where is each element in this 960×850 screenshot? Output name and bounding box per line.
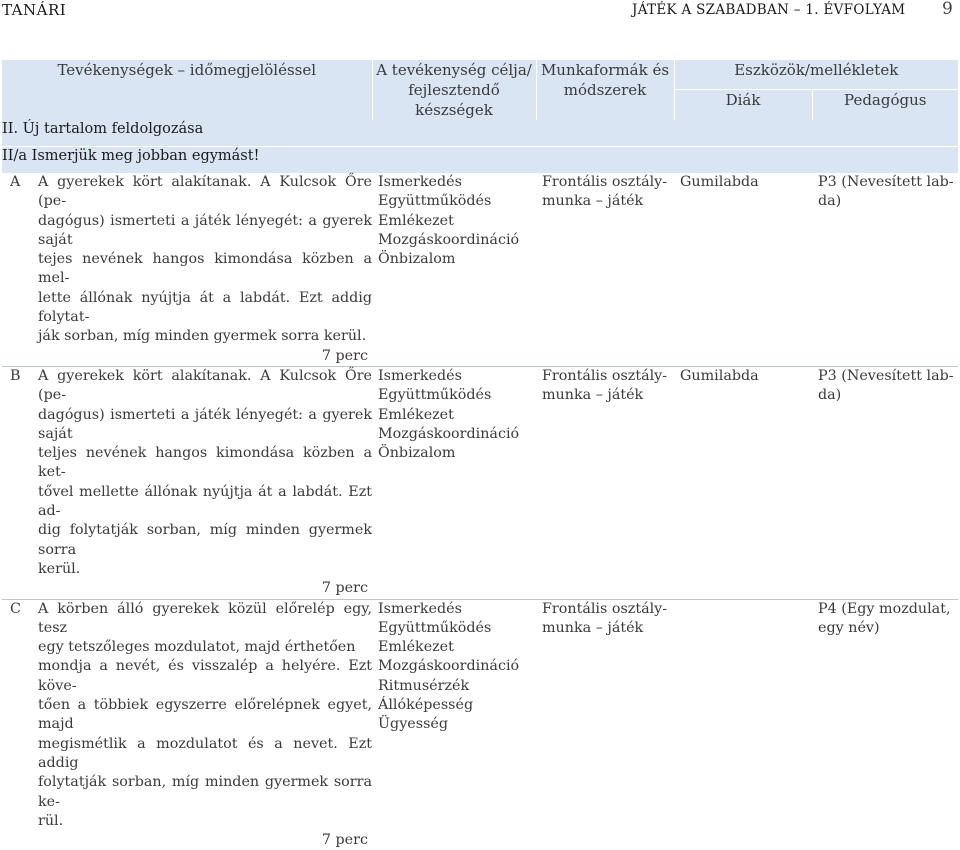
lesson-plan-table <box>2 60 958 850</box>
description-line: mondja a nevét, és visszalép a helyére. Ezt köve- <box>38 658 372 694</box>
teacher-tools-cell <box>812 173 958 366</box>
header-section-label: TANÁRI <box>2 1 67 19</box>
page-number: 9 <box>942 0 953 19</box>
student-tools-cell <box>674 599 812 850</box>
col-header-methods-line1: Munkaformák és <box>540 61 670 79</box>
goal-item: Önbizalom <box>378 445 456 462</box>
methods-cell <box>536 599 674 850</box>
activity-description <box>38 173 372 366</box>
teacher-tools-cell <box>812 366 958 599</box>
method-line: munka – játék <box>542 387 644 404</box>
description-line: lette állónak nyújtja át a labdát. Ezt addig folytat- <box>38 289 372 326</box>
activity-duration: 7 perc <box>321 832 368 849</box>
goal-item: Önbizalom <box>378 251 456 268</box>
col-header-tools: Eszközök/mellékletek <box>674 60 958 89</box>
activity-row-b <box>2 366 958 599</box>
description-line: megismétlik a mozdulatot és a nevet. Ezt addig <box>38 735 372 771</box>
col-header-activities: Tevékenységek – időmegjelöléssel <box>2 60 372 120</box>
student-tool: Gumilabda <box>680 367 759 384</box>
method-line: Frontális osztály- <box>542 174 668 190</box>
col-header-goal <box>372 60 536 120</box>
description-line: egy tetszőleges mozdulatot, majd érthetően <box>38 639 356 656</box>
subsection-title: II/a Ismerjük meg jobban egymást! <box>2 147 958 174</box>
teacher-tool-line: da) <box>818 387 842 404</box>
description-line: teljes nevének hangos kimondása közben a ket- <box>38 445 372 481</box>
goal-item: Ismerkedés <box>378 174 462 190</box>
activity-row-a <box>2 173 958 366</box>
section-row <box>2 120 958 147</box>
description-line: A gyerekek kört alakítanak. A Kulcsok Őre (pe- <box>38 367 372 404</box>
description-line: dagógus) ismerteti a játék lényegét: a gyerek saját <box>38 406 372 442</box>
goal-list <box>372 366 536 599</box>
running-header <box>0 0 960 22</box>
teacher-tool-line: egy név) <box>818 619 880 636</box>
col-header-goal-line1: A tevékenység célja/ <box>376 61 532 79</box>
goal-item: Együttműködés <box>378 387 492 404</box>
description-line: rül. <box>38 812 64 829</box>
description-line: tően a többiek egyszerre előrelépnek egyet, majd <box>38 697 372 733</box>
activity-description <box>38 599 372 850</box>
subsection-row <box>2 147 958 174</box>
description-line: folytatják sorban, míg minden gyermek sorra ke- <box>38 774 372 810</box>
goal-item: Ügyesség <box>378 716 449 733</box>
goal-item: Mozgáskoordináció <box>378 658 520 675</box>
methods-cell <box>536 173 674 366</box>
teacher-tools-cell <box>812 599 958 850</box>
section-title: II. Új tartalom feldolgozása <box>2 120 958 147</box>
method-line: Frontális osztály- <box>542 600 668 617</box>
description-line: tejes nevének hangos kimondása közben a mel- <box>38 251 372 287</box>
description-line: tővel mellette állónak nyújtja át a labdát. Ezt ad- <box>38 483 372 520</box>
goal-item: Együttműködés <box>378 193 492 210</box>
student-tools-cell <box>674 366 812 599</box>
activity-description <box>38 366 372 599</box>
activity-letter: B <box>2 366 38 599</box>
table-header-row <box>2 60 958 89</box>
col-header-methods-line2: módszerek <box>563 81 647 99</box>
goal-item: Ismerkedés <box>378 367 462 384</box>
col-header-goal-line2: fejlesztendő készségek <box>408 81 500 119</box>
col-header-student: Diák <box>674 89 812 120</box>
method-line: munka – játék <box>542 193 644 210</box>
goal-item: Ritmusérzék <box>378 677 470 694</box>
goal-item: Emlékezet <box>378 406 454 423</box>
description-line: dagógus) ismerteti a játék lényegét: a gyerek saját <box>38 212 372 248</box>
teacher-tool-line: P4 (Egy mozdulat, <box>818 600 951 617</box>
activity-letter: A <box>10 174 21 190</box>
activity-duration: 7 perc <box>321 347 368 364</box>
methods-cell <box>536 366 674 599</box>
description-line: A körben álló gyerekek közül előrelép egy, tesz <box>38 600 372 636</box>
teacher-tool-line: P3 (Nevesített lab- <box>818 174 954 190</box>
student-tool: Gumilabda <box>680 174 759 190</box>
goal-item: Mozgáskoordináció <box>378 231 520 248</box>
goal-item: Mozgáskoordináció <box>378 425 520 442</box>
goal-item: Emlékezet <box>378 212 454 229</box>
activity-duration: 7 perc <box>321 580 368 597</box>
description-line: ják sorban, míg minden gyermek sorra kerül. <box>38 328 367 345</box>
goal-item: Ismerkedés <box>378 600 462 617</box>
student-tools-cell <box>674 173 812 366</box>
activity-letter: C <box>2 599 38 850</box>
description-line: dig folytatják sorban, míg minden gyermek sorra <box>38 522 372 558</box>
col-header-teacher: Pedagógus <box>812 89 958 120</box>
header-title: JÁTÉK A SZABADBAN – 1. ÉVFOLYAM <box>632 2 906 18</box>
col-header-methods <box>536 60 674 120</box>
goal-list <box>372 173 536 366</box>
teacher-tool-line: da) <box>818 193 842 210</box>
method-line: munka – játék <box>542 619 644 636</box>
method-line: Frontális osztály- <box>542 367 668 384</box>
goal-list <box>372 599 536 850</box>
teacher-tool-line: P3 (Nevesített lab- <box>818 367 954 384</box>
goal-item: Együttműködés <box>378 619 492 636</box>
activity-row-c <box>2 599 958 850</box>
description-line: kerül. <box>38 560 81 577</box>
description-line: A gyerekek kört alakítanak. A Kulcsok Őre (pe- <box>38 174 372 210</box>
goal-item: Emlékezet <box>378 639 454 656</box>
goal-item: Állóképesség <box>378 697 474 714</box>
